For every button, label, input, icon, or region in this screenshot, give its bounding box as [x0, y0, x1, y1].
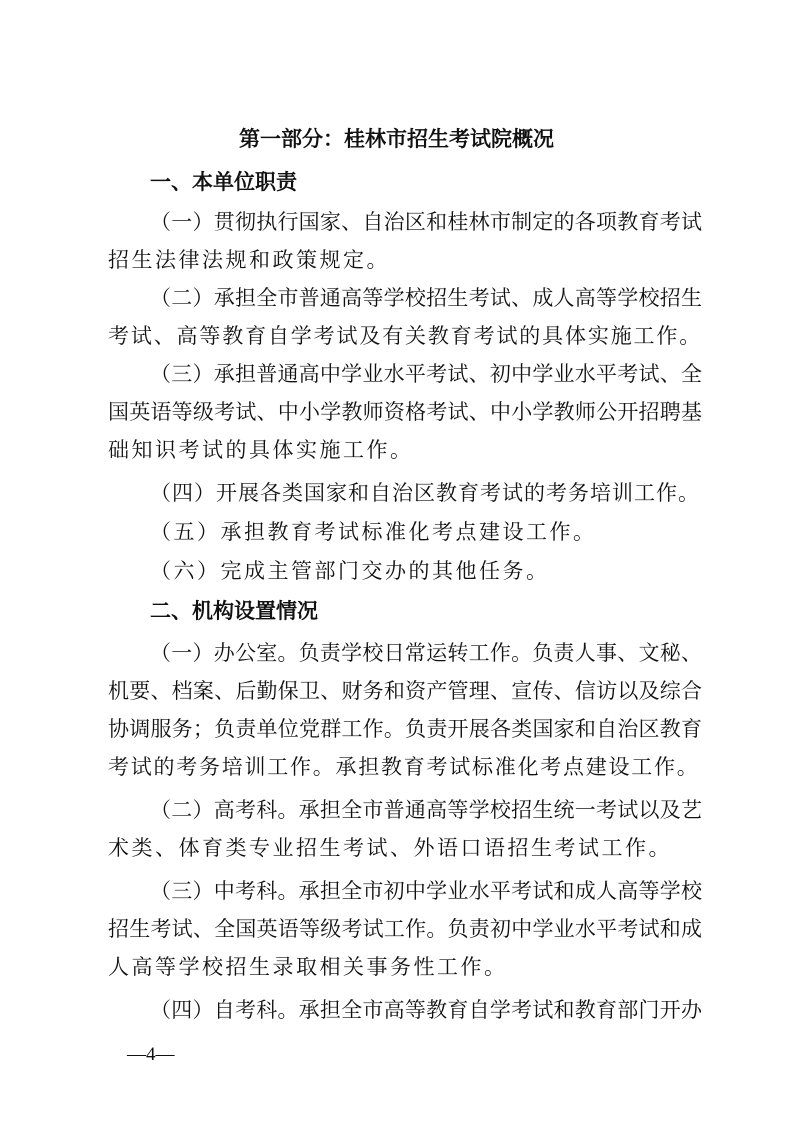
- paragraph-line: 协调服务；负责单位党群工作。负责开展各类国家和自治区教育: [108, 717, 702, 741]
- paragraph-line: （二）高考科。承担全市普通高等学校招生统一考试以及艺: [150, 798, 702, 822]
- paragraph-line: （一）贯彻执行国家、自治区和桂林市制定的各项教育考试: [150, 210, 702, 234]
- page-title: 第一部分：桂林市招生考试院概况: [239, 127, 554, 151]
- paragraph-line: （三）承担普通高中学业水平考试、初中学业水平考试、全: [150, 362, 702, 386]
- paragraph-line: （二）承担全市普通高等学校招生考试、成人高等学校招生: [150, 286, 702, 310]
- paragraph-line: 招生法律法规和政策规定。: [108, 248, 390, 272]
- paragraph-line: 考试、高等教育自学考试及有关教育考试的具体实施工作。: [108, 324, 702, 348]
- paragraph-line: 础知识考试的具体实施工作。: [108, 438, 414, 462]
- section-heading-organization: 二、机构设置情况: [150, 599, 318, 623]
- paragraph-line: 招生考试、全国英语等级考试工作。负责初中学业水平考试和成: [108, 917, 702, 941]
- section-heading-duties: 一、本单位职责: [150, 170, 297, 194]
- paragraph-line: 人高等学校招生录取相关事务性工作。: [108, 955, 508, 979]
- paragraph-line: （四）开展各类国家和自治区教育考试的考务培训工作。: [150, 481, 700, 505]
- paragraph-line: （六）完成主管部门交办的其他任务。: [150, 559, 550, 583]
- paragraph-line: （四）自考科。承担全市高等教育自学考试和教育部门开办: [150, 998, 702, 1022]
- paragraph-line: （五）承担教育考试标准化考点建设工作。: [150, 520, 597, 544]
- paragraph-line: （三）中考科。承担全市初中学业水平考试和成人高等学校: [150, 879, 702, 903]
- paragraph-line: 术类、体育类专业招生考试、外语口语招生考试工作。: [108, 836, 672, 860]
- paragraph-line: 考试的考务培训工作。承担教育考试标准化考点建设工作。: [108, 755, 700, 779]
- page-number: —4—: [127, 1044, 175, 1065]
- paragraph-line: 机要、档案、后勤保卫、财务和资产管理、宣传、信访以及综合: [108, 679, 702, 703]
- paragraph-line: （一）办公室。负责学校日常运转工作。负责人事、文秘、: [150, 641, 702, 665]
- paragraph-line: 国英语等级考试、中小学教师资格考试、中小学教师公开招聘基: [108, 400, 702, 424]
